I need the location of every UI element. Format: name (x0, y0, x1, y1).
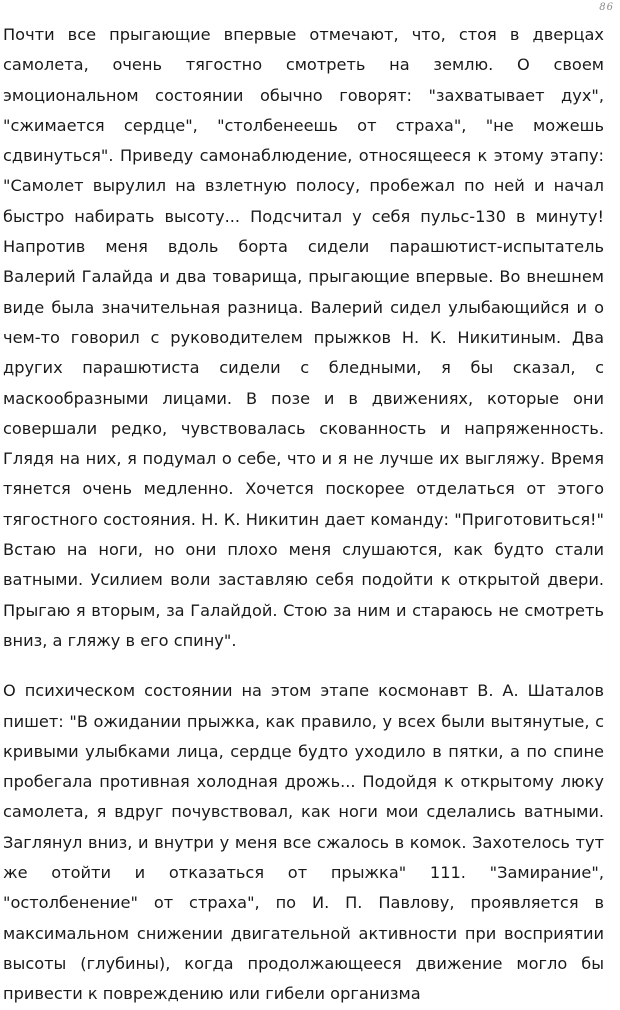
paragraph-1: Почти все прыгающие впервые отмечают, что, стоя в дверцах самолета, очень тягостно смотреть на землю. О своем эмоциональном состоянии обычно говорят: "захватывает дух", "сжимается сердце", "столбенеешь от страха", "не можешь сдвинуться". Приведу самонаблюдение, относящееся к этому этапу: "Самолет вырулил на взлетную полосу, пробежал по ней и начал быстро набирать высоту... Подсчитал у себя пульс-130 в минуту! Напротив меня вдоль борта сидели парашютист-испытатель Валерий Галайда и два товарища, прыгающие впервые. Во внешнем виде была значительная разница. Валерий сидел улыбающийся и о чем-то говорил с руководителем прыжков Н. К. Никитиным. Два других парашютиста сидели с бледными, я бы сказал, с маскообразными лицами. В позе и в движениях, которые они совершали редко, чувствовалась скованность и напряженность. Глядя на них, я подумал о себе, что и я не лучше их выгляжу. Время тянется очень медленно. Хочется поскорее отделаться от этого тягостного состояния. Н. К. Никитин дает команду: "Приготовиться!" Встаю на ноги, но они плохо меня слушаются, как будто стали ватными. Усилием воли заставляю себя подойти к открытой двери. Прыгаю я вторым, за Галайдой. Стою за ним и стараюсь не смотреть вниз, а гляжу в его спину". (3, 25, 604, 650)
document-body (3, 20, 604, 1010)
paragraph-2: О психическом состоянии на этом этапе космонавт В. А. Шаталов пишет: "В ожидании прыжка, как правило, у всех были вытянутые, с кривыми улыбками лица, сердце будто уходило в пятки, а по спине пробегала противная холодная дрожь... Подойдя к открытому люку самолета, я вдруг почувствовал, как ноги мои сделались ватными. Заглянул вниз, и внутри у меня все сжалось в комок. Захотелось тут же отойти и отказаться от прыжка" 111. "Замирание", "остолбенение" от страха", по И. П. Павлову, проявляется в максимальном снижении двигательной активности при восприятии высоты (глубины), когда продолжающееся движение могло бы привести к повреждению или гибели организма (3, 681, 604, 1004)
page-number: 86 (599, 2, 614, 13)
